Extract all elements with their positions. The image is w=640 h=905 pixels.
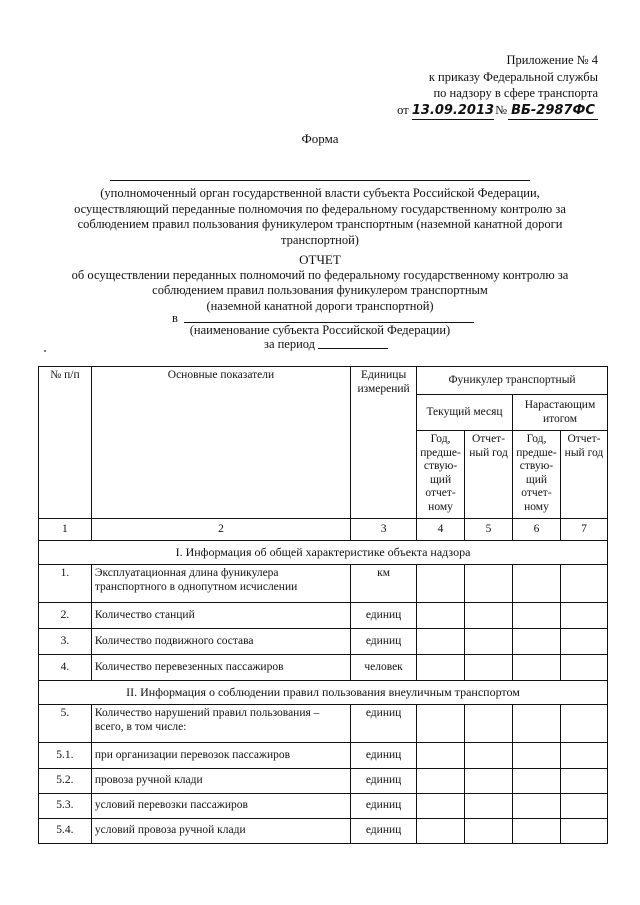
authority-caption — [60, 186, 580, 248]
data-cell[interactable] — [560, 629, 607, 655]
data-cell[interactable] — [465, 629, 513, 655]
handwritten-number: ВБ-2987ФС — [508, 103, 598, 121]
header-funicular: Фуникулер транспортный — [417, 367, 608, 395]
data-cell[interactable] — [417, 655, 465, 681]
subject-caption: (наименование субъекта Российской Федерации) — [189, 323, 451, 337]
data-cell[interactable] — [560, 743, 607, 769]
report-title: ОТЧЕТ — [299, 252, 341, 267]
data-cell[interactable] — [417, 819, 465, 844]
data-cell[interactable] — [560, 655, 607, 681]
data-cell[interactable] — [417, 769, 465, 794]
data-cell[interactable] — [512, 705, 560, 743]
row-num: 2. — [39, 603, 92, 629]
in-prefix: в — [172, 311, 178, 325]
authority-line-2: осуществляющий переданные полномочия по федеральному государственному контролю за — [74, 201, 566, 216]
row-unit: единиц — [351, 819, 417, 844]
row-name: Количество перевезенных пассажиров — [91, 655, 350, 681]
appendix-line-3: по надзору в сфере транспорта — [433, 86, 598, 100]
column-numbers-row — [39, 519, 608, 541]
header-num: № п/п — [39, 367, 92, 519]
col-number: 1 — [39, 519, 92, 541]
data-cell[interactable] — [465, 565, 513, 603]
row-name: Количество станций — [91, 603, 350, 629]
table-row — [39, 819, 608, 844]
data-cell[interactable] — [512, 629, 560, 655]
section-1-title: I. Информация об общей характеристике объекта надзора — [39, 541, 608, 565]
table-row — [39, 603, 608, 629]
row-num: 3. — [39, 629, 92, 655]
row-num: 5.3. — [39, 794, 92, 819]
data-cell[interactable] — [512, 769, 560, 794]
report-table — [38, 366, 608, 844]
table-row — [39, 743, 608, 769]
data-cell[interactable] — [512, 743, 560, 769]
row-num: 5.1. — [39, 743, 92, 769]
row-unit: единиц — [351, 629, 417, 655]
data-cell[interactable] — [560, 603, 607, 629]
data-cell[interactable] — [417, 705, 465, 743]
report-title-block — [60, 252, 580, 314]
authority-line-4: транспортной) — [281, 232, 359, 247]
data-cell[interactable] — [417, 603, 465, 629]
row-num: 4. — [39, 655, 92, 681]
row-name: Количество нарушений правил пользования – всего, в том числе: — [91, 705, 350, 743]
row-name: провоза ручной клади — [91, 769, 350, 794]
appendix-date-row — [397, 102, 598, 121]
data-cell[interactable] — [512, 603, 560, 629]
col-number: 5 — [465, 519, 513, 541]
data-cell[interactable] — [465, 819, 513, 844]
row-name: условий перевозки пассажиров — [91, 794, 350, 819]
row-num: 5.4. — [39, 819, 92, 844]
row-name: Эксплуатационная длина фуникулера транспортного в однопутном исчислении — [91, 565, 350, 603]
header-current-month: Текущий месяц — [417, 395, 513, 431]
row-num: 1. — [39, 565, 92, 603]
report-line-3: (наземной канатной дороги транспортной) — [206, 298, 434, 313]
header-units: Единицы измерений — [351, 367, 417, 519]
data-cell[interactable] — [417, 565, 465, 603]
data-cell[interactable] — [560, 819, 607, 844]
data-cell[interactable] — [417, 629, 465, 655]
table-row — [39, 705, 608, 743]
stray-dot — [44, 350, 46, 352]
row-name: Количество подвижного состава — [91, 629, 350, 655]
authority-line-3: соблюдением правил пользования фуникулером транспортным (наземной канатной дороги — [77, 217, 563, 231]
row-num: 5.2. — [39, 769, 92, 794]
data-cell[interactable] — [560, 769, 607, 794]
form-label: Форма — [301, 131, 339, 146]
data-cell[interactable] — [512, 655, 560, 681]
number-label: № — [495, 102, 507, 117]
authority-blank-line — [110, 180, 530, 181]
data-cell[interactable] — [465, 769, 513, 794]
row-name: условий провоза ручной клади — [91, 819, 350, 844]
row-unit: единиц — [351, 769, 417, 794]
table-row — [39, 565, 608, 603]
appendix-header — [397, 52, 598, 120]
col-number: 7 — [560, 519, 607, 541]
row-unit: единиц — [351, 794, 417, 819]
col-number: 4 — [417, 519, 465, 541]
data-cell[interactable] — [512, 794, 560, 819]
data-cell[interactable] — [560, 794, 607, 819]
data-cell[interactable] — [512, 565, 560, 603]
data-cell[interactable] — [560, 705, 607, 743]
row-unit: единиц — [351, 603, 417, 629]
header-prev-year-2: Год, предше-ствую-щий отчет-ному — [512, 431, 560, 519]
data-cell[interactable] — [465, 705, 513, 743]
header-prev-year-1: Год, предше-ствую-щий отчет-ному — [417, 431, 465, 519]
table-row — [39, 655, 608, 681]
row-unit: единиц — [351, 743, 417, 769]
period-label: за период — [264, 337, 316, 351]
data-cell[interactable] — [465, 603, 513, 629]
table-row — [39, 629, 608, 655]
report-line-1: об осуществлении переданных полномочий по федеральному государственному контролю за — [71, 267, 569, 282]
authority-line-1: (уполномоченный орган государственной власти субъекта Российской Федерации, — [100, 186, 540, 200]
appendix-line-2: к приказу Федеральной службы — [428, 69, 598, 84]
report-line-2: соблюдением правил пользования фуникулером транспортным — [152, 283, 488, 297]
data-cell[interactable] — [417, 794, 465, 819]
row-unit: человек — [351, 655, 417, 681]
appendix-line-1: Приложение № 4 — [506, 53, 598, 67]
period-blank-line — [318, 348, 388, 349]
row-unit: км — [351, 565, 417, 603]
row-unit: единиц — [351, 705, 417, 743]
row-num: 5. — [39, 705, 92, 743]
handwritten-date: 13.09.2013 — [412, 103, 494, 121]
col-number: 2 — [91, 519, 350, 541]
table-row — [39, 794, 608, 819]
table-row — [39, 769, 608, 794]
date-prefix: от — [397, 102, 409, 117]
col-number: 6 — [512, 519, 560, 541]
header-report-year-2: Отчет-ный год — [560, 431, 607, 519]
row-name: при организации перевозок пассажиров — [91, 743, 350, 769]
section-2-title: II. Информация о соблюдении правил пользования внеуличным транспортом — [39, 681, 608, 705]
data-cell[interactable] — [465, 655, 513, 681]
header-cumulative: Нарастающим итогом — [512, 395, 607, 431]
header-report-year-1: Отчет-ный год — [465, 431, 513, 519]
data-cell[interactable] — [465, 743, 513, 769]
data-cell[interactable] — [465, 794, 513, 819]
data-cell[interactable] — [560, 565, 607, 603]
data-cell[interactable] — [512, 819, 560, 844]
header-indicators: Основные показатели — [91, 367, 350, 519]
data-cell[interactable] — [417, 743, 465, 769]
col-number: 3 — [351, 519, 417, 541]
